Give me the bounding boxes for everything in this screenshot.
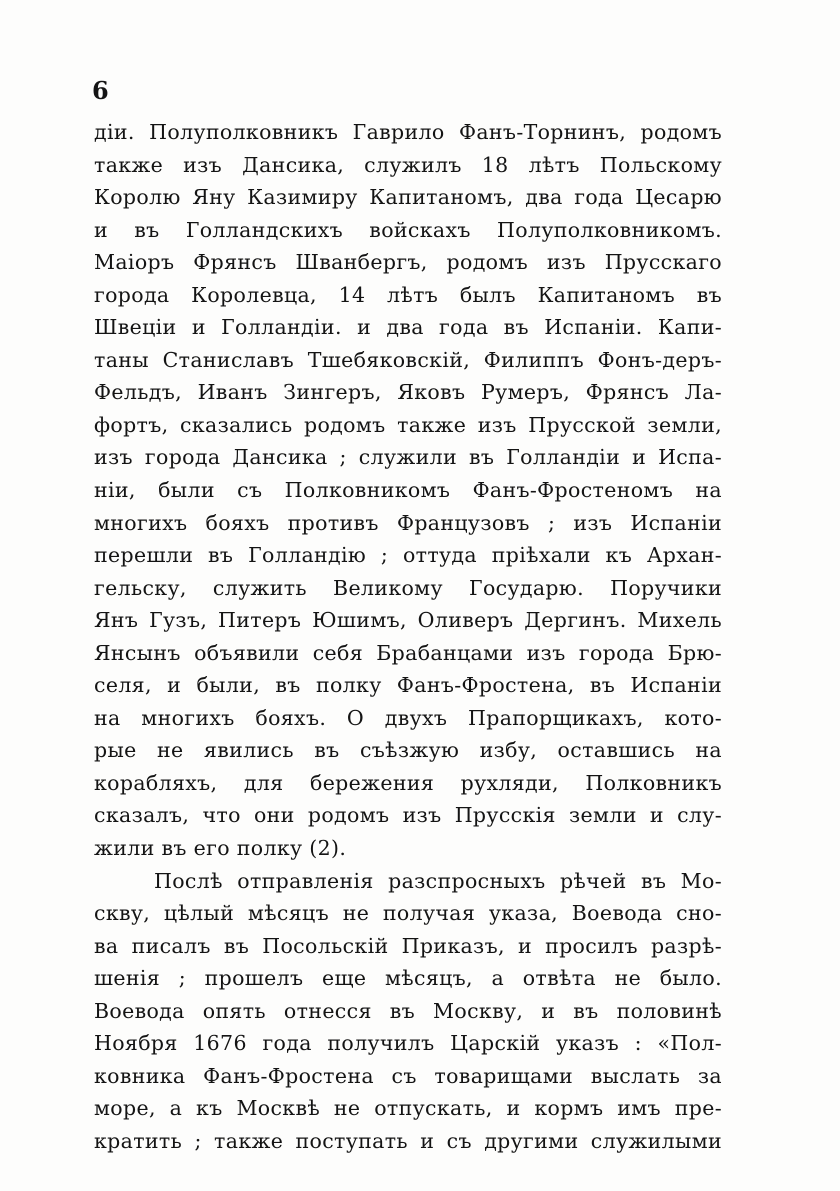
text-line: ва писалъ въ Посольскiй Приказъ, и просилъ разрѣ- [94,933,722,958]
text-line: Маiоръ Фрянсъ Шванбергъ, родомъ изъ Прусскаго [94,250,722,275]
text-line: также изъ Дансика, служилъ 18 лѣтъ Польскому [94,152,722,177]
text-line: селя, и были, въ полку Фанъ-Фростена, въ Испанiи [94,673,722,698]
text-line: нiи, были съ Полковникомъ Фанъ-Фростеномъ на [94,478,722,503]
text-line: перешли въ Голландiю ; оттуда прiѣхали къ Архан- [94,543,722,568]
text-line: кратить ; также поступать и съ другими служилыми [94,1128,722,1153]
text-line: и въ Голландскихъ войскахъ Полуполковникомъ. [94,217,722,242]
text-line: корабляхъ, для бережения рухляди, Полковникъ [94,770,722,795]
text-line: скву, цѣлый мѣсяцъ не получая указа, Воевода сно- [94,901,722,926]
text-line: Янсынъ объявили себя Брабанцами изъ города Брю- [94,640,722,665]
page-number: 6 [92,76,109,105]
text-line: таны Станиславъ Тшебяковскiй, Филиппъ Фонъ-деръ- [94,347,722,372]
text-line: море, а къ Москвѣ не отпускать, и кормъ имъ пре- [94,1096,722,1121]
text-line: Ноября 1676 года получилъ Царскiй указъ : «Пол- [94,1031,722,1056]
text-line: многихъ бояхъ противъ Французовъ ; изъ Испанiи [94,510,722,535]
text-line: шенiя ; прошелъ еще мѣсяцъ, а отвѣта не было. [94,966,722,991]
text-line: Королю Яну Казимиру Капитаномъ, два года Цесарю [94,185,722,210]
text-line: фортъ, сказались родомъ также изъ Прусской земли, [94,412,722,437]
text-line: Воевода опять отнесся въ Москву, и въ половинѣ [94,998,722,1023]
text-line: Янъ Гузъ, Питеръ Юшимъ, Оливеръ Дергинъ. Михель [94,608,722,633]
text-line: рые не явились въ съѣзжую избу, оставшись на [94,738,722,763]
text-line: города Королевца, 14 лѣтъ былъ Капитаномъ въ [94,282,722,307]
text-line: гельску, служить Великому Государю. Поручики [94,575,722,600]
paragraph-start-line: Послѣ отправленiя разспросныхъ рѣчей въ Мо- [154,868,722,893]
text-line: на многихъ бояхъ. О двухъ Прапорщикахъ, кото- [94,705,722,730]
text-line: изъ города Дансика ; служили въ Голландiи и Испа- [94,445,722,470]
text-line: Швецiи и Голландiи. и два года въ Испанiи. Капи- [94,315,722,340]
paragraph-end-line: жили въ его полку (2). [94,836,347,861]
text-line: сказалъ, что они родомъ изъ Прусскiя земли и слу- [94,803,722,828]
text-line: Фельдъ, Иванъ Зингеръ, Яковъ Румеръ, Фрянсъ Ла- [94,380,722,405]
text-line: ковника Фанъ-Фростена съ товарищами выслать за [94,1063,722,1088]
body-text [94,116,722,1158]
text-line: дiи. Полуполковникъ Гаврило Фанъ-Торнинъ, родомъ [94,120,722,144]
